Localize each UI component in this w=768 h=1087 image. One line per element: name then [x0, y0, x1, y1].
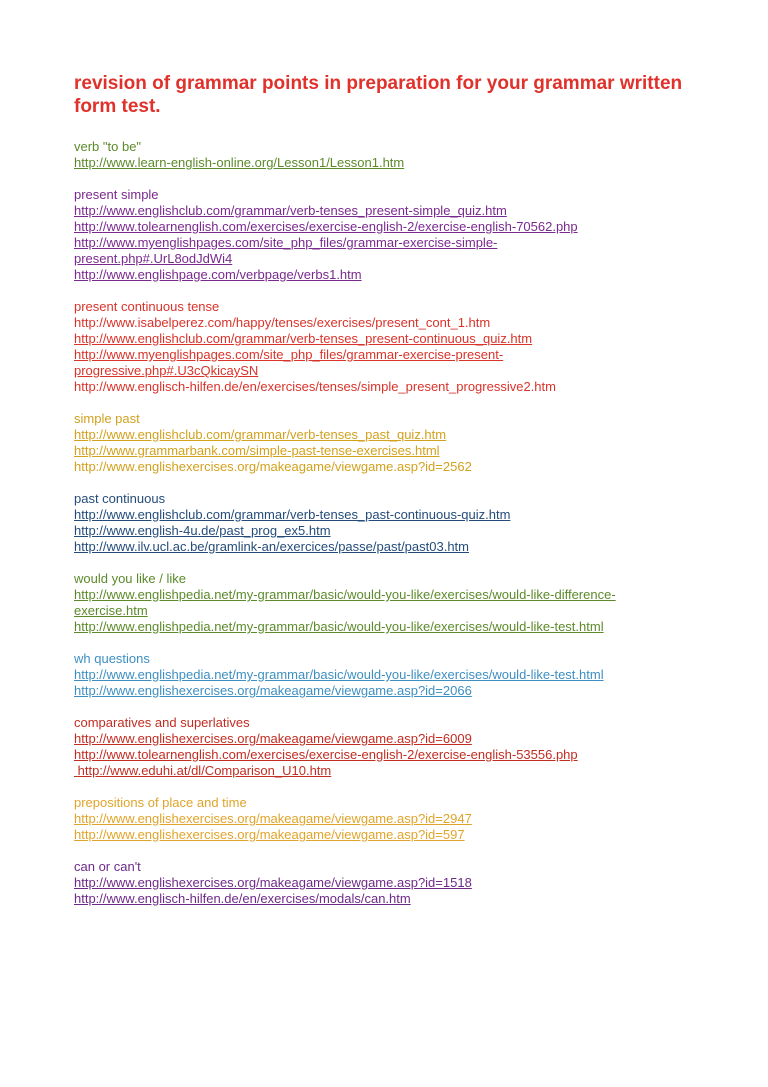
- exercise-link[interactable]: http://www.englishpedia.net/my-grammar/basic/would-you-like/exercises/would-like-test.html: [74, 667, 604, 682]
- section-heading: wh questions: [74, 651, 150, 666]
- exercise-link[interactable]: http://www.englishclub.com/grammar/verb-tenses_present-continuous_quiz.htm: [74, 331, 533, 346]
- exercise-link[interactable]: http://www.englishclub.com/grammar/verb-tenses_past-continuous-quiz.htm: [74, 507, 511, 522]
- exercise-link[interactable]: http://www.learn-english-online.org/Lesson1/Lesson1.htm: [74, 155, 405, 170]
- exercise-link[interactable]: http://www.englishexercises.org/makeagame/viewgame.asp?id=597: [74, 827, 465, 842]
- section-heading: prepositions of place and time: [74, 795, 247, 810]
- exercise-link[interactable]: http://www.ilv.ucl.ac.be/gramlink-an/exercices/passe/past/past03.htm: [74, 539, 469, 554]
- section-would-you-like: [74, 571, 714, 635]
- section-heading: can or can't: [74, 859, 141, 874]
- exercise-link[interactable]: http://www.englishclub.com/grammar/verb-tenses_past_quiz.htm: [74, 427, 447, 442]
- section-heading: comparatives and superlatives: [74, 715, 250, 730]
- exercise-link[interactable]: http://www.englisch-hilfen.de/en/exercises/tenses/simple_present_progressive2.htm: [74, 379, 556, 394]
- exercise-link[interactable]: http://www.tolearnenglish.com/exercises/exercise-english-2/exercise-english-70562.php: [74, 219, 578, 234]
- section-comparatives: [74, 715, 714, 779]
- exercise-link[interactable]: http://www.tolearnenglish.com/exercises/exercise-english-2/exercise-english-53556.php: [74, 747, 578, 762]
- section-prepositions: [74, 795, 714, 843]
- exercise-link[interactable]: http://www.myenglishpages.com/site_php_files/grammar-exercise-present- progressive.php#.U3cQkicaySN: [74, 347, 504, 378]
- exercise-link[interactable]: http://www.englisch-hilfen.de/en/exercises/modals/can.htm: [74, 891, 411, 906]
- exercise-link[interactable]: http://www.eduhi.at/dl/Comparison_U10.htm: [74, 763, 332, 778]
- section-can-or-cant: [74, 859, 714, 907]
- section-heading: present continuous tense: [74, 299, 220, 314]
- section-heading: present simple: [74, 187, 159, 202]
- document-page: [74, 72, 714, 923]
- exercise-link[interactable]: http://www.englishexercises.org/makeagame/viewgame.asp?id=6009: [74, 731, 472, 746]
- page-title: revision of grammar points in preparation for your grammar written form test.: [74, 73, 683, 117]
- exercise-link[interactable]: http://www.myenglishpages.com/site_php_files/grammar-exercise-simple- present.php#.UrL8odJdWi4: [74, 235, 498, 266]
- exercise-link[interactable]: http://www.isabelperez.com/happy/tenses/exercises/present_cont_1.htm: [74, 315, 491, 330]
- exercise-link[interactable]: http://www.englishclub.com/grammar/verb-tenses_present-simple_quiz.htm: [74, 203, 507, 218]
- exercise-link[interactable]: http://www.englishpage.com/verbpage/verbs1.htm: [74, 267, 362, 282]
- exercise-link[interactable]: http://www.englishexercises.org/makeagame/viewgame.asp?id=2562: [74, 459, 472, 474]
- section-present-continuous: [74, 299, 714, 395]
- section-simple-past: [74, 411, 714, 475]
- section-heading: simple past: [74, 411, 140, 426]
- exercise-link[interactable]: http://www.englishpedia.net/my-grammar/basic/would-you-like/exercises/would-like-test.html: [74, 619, 604, 634]
- section-heading: verb "to be": [74, 139, 142, 154]
- exercise-link[interactable]: http://www.englishexercises.org/makeagame/viewgame.asp?id=1518: [74, 875, 472, 890]
- exercise-link[interactable]: http://www.englishexercises.org/makeagame/viewgame.asp?id=2066: [74, 683, 472, 698]
- section-verb-to-be: [74, 139, 714, 171]
- section-past-continuous: [74, 491, 714, 555]
- section-present-simple: [74, 187, 714, 283]
- exercise-link[interactable]: http://www.englishpedia.net/my-grammar/basic/would-you-like/exercises/would-like-difference- exercise.htm: [74, 587, 616, 618]
- section-heading: would you like / like: [74, 571, 186, 586]
- exercise-link[interactable]: http://www.grammarbank.com/simple-past-tense-exercises.html: [74, 443, 440, 458]
- section-heading: past continuous: [74, 491, 166, 506]
- section-wh-questions: [74, 651, 714, 699]
- exercise-link[interactable]: http://www.englishexercises.org/makeagame/viewgame.asp?id=2947: [74, 811, 472, 826]
- exercise-link[interactable]: http://www.english-4u.de/past_prog_ex5.htm: [74, 523, 331, 538]
